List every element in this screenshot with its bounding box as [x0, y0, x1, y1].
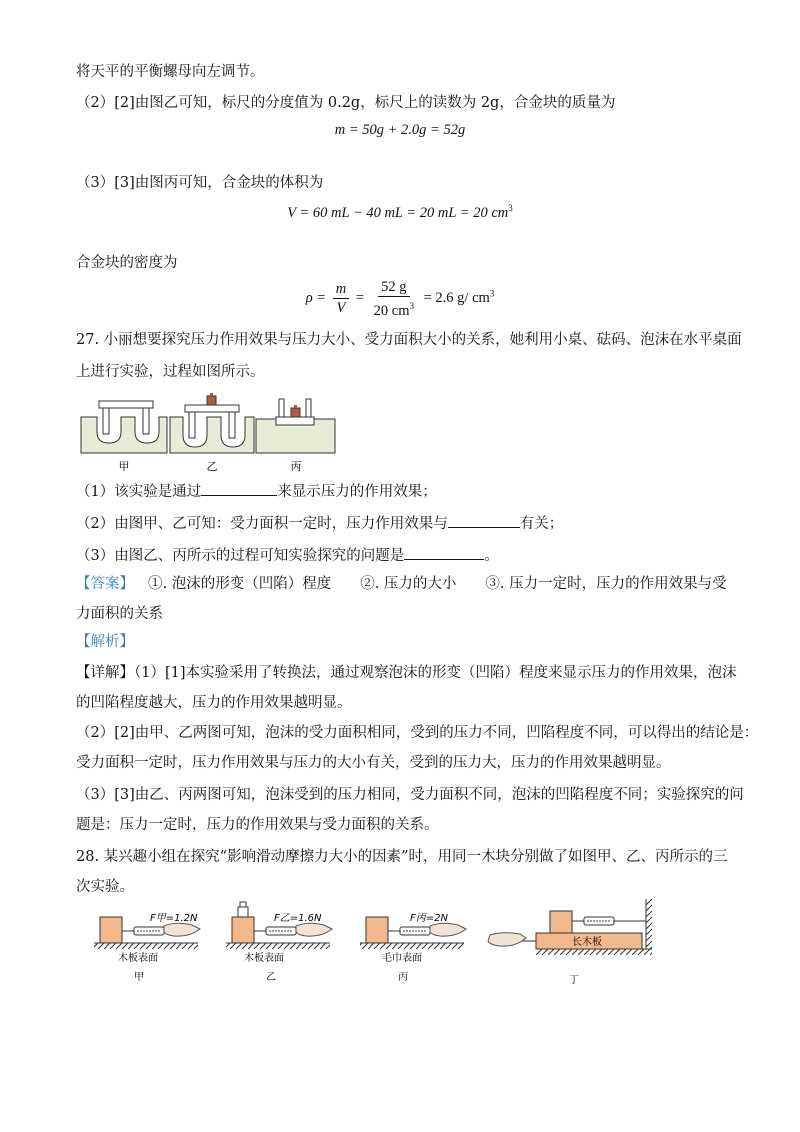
superscript: 3 [489, 288, 495, 299]
force-label: F甲=1.2N [150, 913, 198, 924]
frac-den-text: 20 cm [373, 302, 410, 319]
q27-sub2 [76, 513, 563, 534]
q27-sub3-a: （3）由图乙、丙所示的过程可知实验探究的问题是 [76, 548, 405, 564]
answer-blank-3[interactable] [404, 545, 484, 560]
eq-sign: = [355, 290, 365, 307]
panel-caption: 丙 [398, 972, 408, 983]
eq-lhs: ρ = [305, 290, 327, 307]
text-line: 将天平的平衡螺母向左调节。 [76, 64, 265, 80]
q27-sub1-b: 来显示压力的作用效果； [277, 484, 437, 500]
frac-num: 52 g [378, 278, 409, 297]
answer-text: ①. 泡沫的形变（凹陷）程度 ②. 压力的大小 ③. 压力一定时，压力的作用效果与受 [148, 576, 727, 592]
equation-mass: m = 50g + 2.0g = 52g [334, 122, 466, 138]
fraction-values [371, 278, 417, 320]
eq-rhs: = 2.6 g/ cm [423, 290, 490, 307]
text-line: 合金块的密度为 [76, 255, 178, 271]
q27-sub3-b: 。 [484, 548, 499, 564]
panel-caption: 丁 [569, 975, 579, 986]
fig-label: 丙 [290, 460, 302, 473]
superscript: 3 [409, 301, 414, 311]
surface-label: 木板表面 [118, 953, 158, 964]
equation-volume [0, 203, 800, 222]
q27-sub3 [76, 545, 499, 566]
figure-jia [81, 401, 167, 453]
q28-stem: 28. 某兴趣小组在探究“影响滑动摩擦力大小的因素”时，用同一木块分别做了如图甲、乙、丙所示的三 [76, 849, 728, 865]
panel-jia [94, 912, 200, 983]
surface-label: 木板表面 [244, 953, 284, 964]
frac-den: V [336, 300, 346, 317]
q27-detail: （2）[2]由甲、乙两图可知，泡沫的受力面积相同，受到的压力不同，凹陷程度不同，可以得出的结论是： [76, 725, 759, 741]
panel-yi [226, 902, 332, 983]
text-line: （2）[2]由图乙可知，标尺的分度值为 0.2g，标尺上的读数为 2g，合金块的质量为 [76, 95, 616, 111]
q27-stem: 27. 小丽想要探究压力作用效果与压力大小、受力面积大小的关系，她利用小桌、砝码、泡沫在水平桌面 [76, 332, 742, 348]
q27-sub2-b: 有关； [519, 516, 564, 532]
q27-detail: 受力面积一定时，压力作用效果与压力的大小有关，受到的压力大，压力的作用效果越明显。 [76, 755, 671, 771]
answer-blank-1[interactable] [201, 481, 277, 496]
q27-sub1-a: （1）该实验是通过 [76, 484, 202, 500]
panel-caption: 乙 [266, 972, 276, 983]
equation-density [0, 278, 800, 320]
figure-yi [170, 393, 254, 453]
q27-sub2-a: （2）由图甲、乙可知：受力面积一定时，压力作用效果与 [76, 516, 448, 532]
q27-answer-cont: 力面积的关系 [76, 606, 163, 622]
q27-detail: 的凹陷程度越大，压力的作用效果越明显。 [76, 695, 352, 711]
equation-volume-text: V = 60 mL − 40 mL = 20 mL = 20 cm [287, 204, 509, 221]
q27-sub1 [76, 481, 437, 502]
q28-figure [80, 895, 660, 990]
fig-label: 乙 [206, 460, 218, 473]
frac-den [371, 297, 417, 320]
surface-label: 毛巾表面 [382, 953, 422, 964]
force-label: F丙=2N [410, 913, 448, 924]
panel-bing [360, 912, 466, 983]
frac-num: m [333, 280, 349, 299]
panel-caption: 甲 [134, 972, 144, 983]
q27-detail: 题是：压力一定时，压力的作用效果与受力面积的关系。 [76, 817, 439, 833]
q27-detail: 【详解】（1）[1]本实验采用了转换法，通过观察泡沫的形变（凹陷）程度来显示压力的作用效果，泡沫 [76, 665, 737, 681]
q27-answer [76, 574, 727, 594]
answer-tag: 【答案】 [76, 576, 134, 592]
board-label: 长木板 [572, 937, 602, 948]
answer-blank-2[interactable] [448, 513, 520, 528]
q27-detail: （3）[3]由乙、丙两图可知，泡沫受到的压力相同，受力面积不同，泡沫的凹陷程度不同；实验探究的问 [76, 787, 744, 803]
text-line: （3）[3]由图丙可知，合金块的体积为 [76, 175, 324, 191]
fraction-m-over-v [333, 280, 349, 317]
analysis-tag: 【解析】 [76, 634, 134, 650]
force-label: F乙=1.6N [274, 913, 322, 924]
q27-stem: 上进行实验，过程如图所示。 [76, 364, 265, 380]
superscript: 3 [508, 203, 513, 213]
figure-bing [256, 399, 335, 453]
q28-stem: 次实验。 [76, 879, 134, 895]
fig-label: 甲 [118, 460, 130, 473]
q27-figure [80, 393, 340, 475]
panel-ding [488, 899, 652, 986]
